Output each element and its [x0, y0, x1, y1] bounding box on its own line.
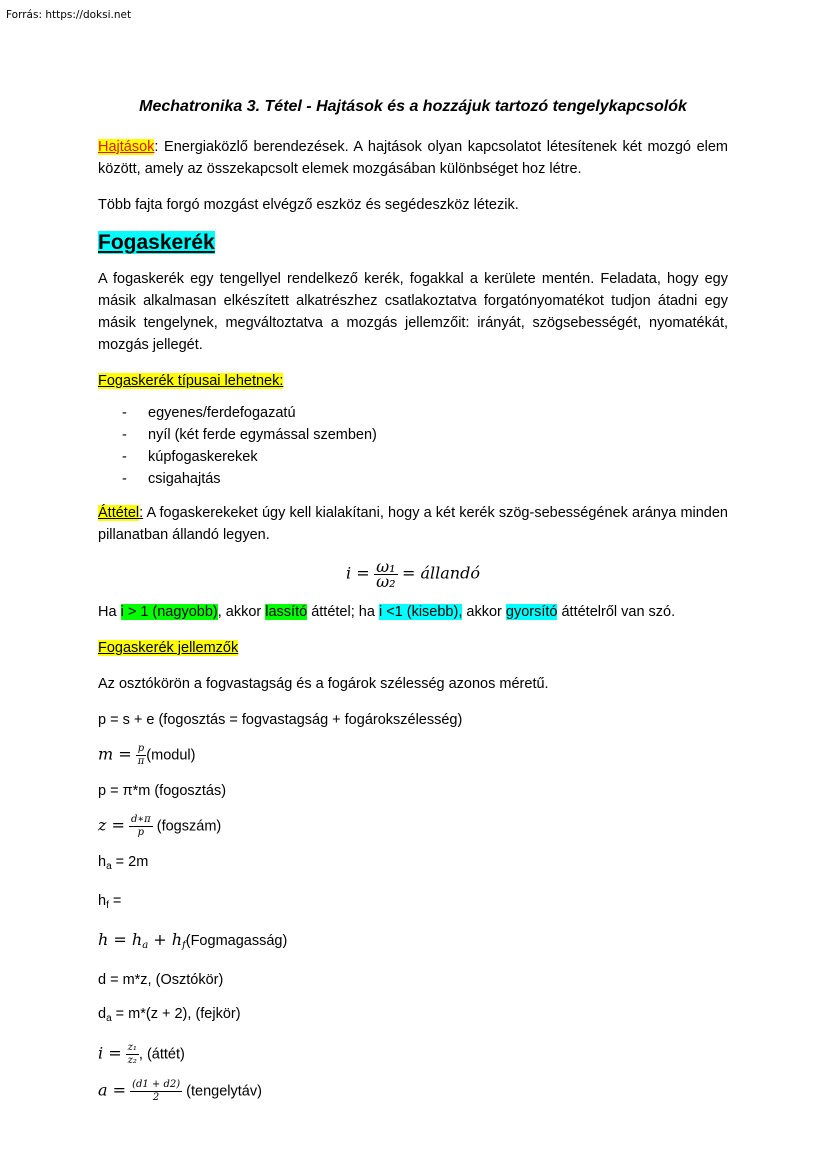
intro-colon: :: [154, 139, 159, 155]
ratio-line: [98, 601, 728, 623]
ratio-line-part: akkor: [462, 604, 506, 620]
formula-module-label: (modul): [146, 747, 196, 764]
formula-a-label: (tengelytáv): [182, 1083, 262, 1100]
formula-height-expr: h = h: [98, 930, 143, 949]
section-heading: [98, 230, 728, 256]
ratio-line-part: áttételről van szó.: [557, 604, 676, 620]
ratio-line-highlight: gyorsító: [505, 604, 558, 620]
list-item: - egyenes/ferdefogazatú: [122, 405, 296, 421]
formula-height-sub-a: a: [142, 940, 149, 951]
ratio-formula-fraction: [374, 557, 397, 591]
formula-ha-rest: = 2m: [111, 854, 149, 870]
ratio-formula-den: ω₂: [376, 572, 396, 591]
intro-text: Energiaközlő berendezések. A hajtások olyan kapcsolatot létesítenek két mozgó elem között, amely az összekapcsolt elemek mozgásában különbséget hoz létre.: [98, 139, 728, 177]
formula-da-rest: = m*(z + 2), (fejkör): [111, 1006, 241, 1022]
ratio-line-part: Ha: [98, 604, 121, 620]
formula-a-num: (d1 + d2): [132, 1079, 181, 1090]
formula-hf-rest: =: [108, 893, 122, 909]
formula-i-den: z₂: [127, 1055, 137, 1066]
source-label: Forrás: https://doksi.net: [6, 9, 132, 21]
formula-teeth-num: d∗π: [130, 814, 151, 825]
formula-module-den: π: [137, 756, 145, 767]
list-item-text: nyíl (két ferde egymással szemben): [148, 427, 377, 443]
formula-i-label: , (áttét): [138, 1046, 185, 1063]
formula-i-num: z₁: [127, 1042, 137, 1053]
list-item: - nyíl (két ferde egymással szemben): [122, 427, 377, 443]
ratio-line-highlight: lassító: [265, 604, 308, 620]
formula-a-den: 2: [152, 1092, 160, 1103]
formula-pitch: p = π*m (fogosztás): [98, 783, 227, 799]
formula-tip-circle: [98, 1003, 728, 1030]
formula-height-sub-f: f: [182, 940, 186, 951]
formula-hf-sub: f: [106, 900, 109, 911]
document-page: [98, 98, 728, 1116]
ratio-line-part: áttétel; ha: [307, 604, 379, 620]
formula-module: [98, 743, 728, 768]
formula-teeth-label: (fogszám): [152, 818, 222, 835]
formula-pitch-sum: p = s + e (fogosztás = fogvastagság + fogárokszélesség): [98, 712, 463, 728]
formula-teeth-den: p: [137, 827, 145, 838]
ratio-paragraph: [98, 502, 728, 546]
list-item: - csigahajtás: [122, 471, 221, 487]
formula-gear-ratio: [98, 1042, 728, 1067]
ratio-line-highlight: i <1 (kisebb),: [378, 604, 463, 620]
formula-teeth-lhs: z =: [98, 815, 125, 835]
formula-module-lhs: m =: [98, 744, 132, 764]
ratio-text: A fogaskerekeket úgy kell kialakítani, hogy a két kerék szög-sebességének aránya minden pillanatban állandó legyen.: [98, 505, 728, 543]
list-item-text: csigahajtás: [148, 471, 221, 487]
formula-ha-main: h: [98, 854, 107, 870]
types-list: [98, 402, 728, 490]
types-heading: Fogaskerék típusai lehetnek:: [98, 373, 284, 389]
formula-height: [98, 929, 728, 957]
ratio-formula-rhs: = állandó: [402, 563, 480, 583]
types-heading-paragraph: [98, 370, 728, 392]
list-item-text: kúpfogaskerekek: [148, 449, 258, 465]
formula-center-distance: [98, 1079, 728, 1104]
ratio-line-part: , akkor: [217, 604, 266, 620]
formula-height-label: (Fogmagasság): [185, 933, 288, 949]
formula-da-main: d: [98, 1006, 107, 1022]
ratio-formula-num: ω₁: [376, 557, 396, 576]
intro-paragraph: [98, 136, 728, 180]
formula-teeth: [98, 814, 728, 839]
formula-teeth-fraction: [129, 814, 153, 839]
section-title: Fogaskerék: [98, 231, 215, 254]
formula-module-fraction: [136, 743, 147, 768]
formula-pitch-circle: d = m*z, (Osztókör): [98, 972, 224, 988]
intro-term: Hajtások: [98, 139, 155, 155]
formula-hf-main: h: [98, 893, 107, 909]
char-text: Az osztókörön a fogvastagság és a fogárok szélesség azonos méretű.: [98, 676, 549, 692]
section-paragraph: A fogaskerék egy tengellyel rendelkező kerék, fogakkal a kerülete mentén. Feladata, hogy egy másik alkalmasan elkészített alkatrészhez csatlakoztatva forgatónyomatékot tudjon átadni egy másik tengelynek, megváltoztatva a mozgás jellemzőit: irányát, szögsebességét, nyomatékát, mozgás jellegét.: [98, 271, 728, 353]
formula-da-sub: a: [106, 1013, 112, 1024]
formula-addendum: [98, 851, 728, 878]
formula-height-plus: + h: [148, 930, 183, 949]
document-title: Mechatronika 3. Tétel - Hajtások és a hozzájuk tartozó tengelykapcsolók: [139, 98, 687, 115]
ratio-term: Áttétel: [98, 505, 140, 521]
formula-dedendum: [98, 890, 728, 917]
ratio-formula-lhs: i =: [346, 563, 370, 583]
formula-i-fraction: [126, 1042, 139, 1067]
intro-line2: Több fajta forgó mozgást elvégző eszköz és segédeszköz létezik.: [98, 197, 519, 213]
ratio-line-highlight: i > 1 (nagyobb): [120, 604, 218, 620]
formula-a-lhs: a =: [98, 1080, 127, 1100]
list-item: - kúpfogaskerekek: [122, 449, 258, 465]
list-item-text: egyenes/ferdefogazatú: [148, 405, 296, 421]
formula-i-lhs: i =: [98, 1043, 122, 1063]
ratio-colon: :: [139, 505, 144, 521]
formula-a-fraction: [130, 1079, 182, 1104]
char-heading-paragraph: [98, 637, 728, 659]
ratio-formula: [98, 557, 728, 591]
formula-ha-sub: a: [106, 861, 112, 872]
formula-module-num: p: [136, 743, 147, 756]
char-heading: Fogaskerék jellemzők: [98, 640, 239, 656]
